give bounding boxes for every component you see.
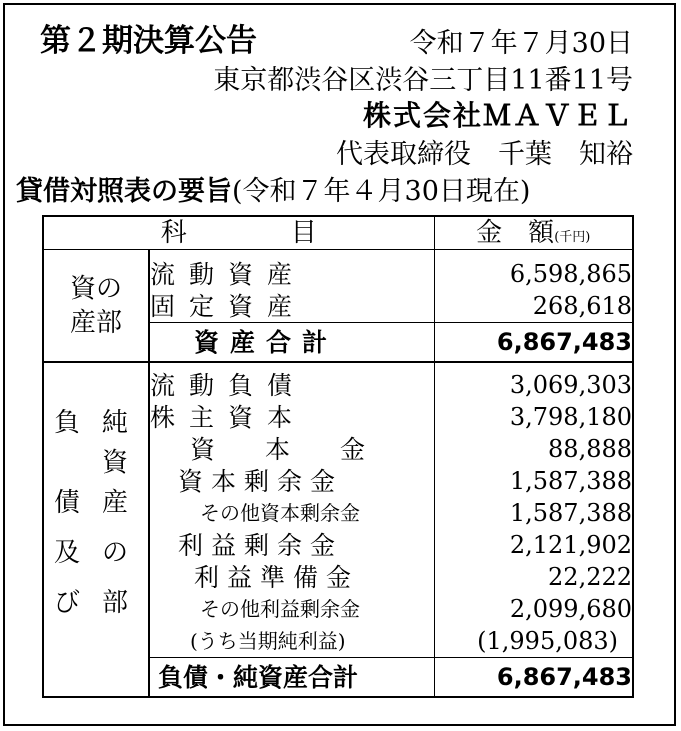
liab-char: 純 [102, 407, 129, 438]
liabilities-total-label: 負債・純資産合計 [149, 658, 434, 698]
liab-char: 資 [102, 447, 129, 478]
row-label: 固定資産 [150, 291, 307, 321]
liab-char: 産 [102, 487, 129, 518]
liab-char: の [102, 537, 129, 568]
company-name: 株式会社ＭＡＶＥＬ [362, 99, 633, 132]
row-label: 株主資本 [150, 402, 307, 432]
row-value: 88,888 [434, 433, 633, 465]
row-label: 流動負債 [150, 370, 307, 400]
representative: 代表取締役 千葉 知裕 [336, 139, 633, 170]
row-value: (1,995,083) [434, 625, 633, 658]
notice-date: 令和７年７月30日 [409, 28, 633, 59]
notice-title: 第２期決算公告 [40, 23, 257, 59]
row-value: 22,222 [434, 561, 633, 593]
statement-period: (令和７年４月30日現在) [232, 176, 531, 207]
row-label: 利益準備金 [194, 562, 360, 592]
row-value: 268,618 [434, 290, 633, 323]
liab-char: 負 [54, 407, 81, 438]
row-value: 2,121,902 [434, 529, 633, 561]
assets-total-label: 資産合計 [149, 323, 434, 363]
row-value: 1,587,388 [434, 497, 633, 529]
table-header-row [43, 216, 633, 250]
statement-title: 貸借対照表の要旨 [16, 176, 232, 207]
liab-char: 及 [54, 537, 81, 568]
header-amount-cell [434, 216, 633, 250]
liabilities-section-label [43, 362, 149, 697]
row-label: その他利益剰余金 [200, 597, 360, 621]
row-value: 6,598,865 [434, 250, 633, 291]
table-row [43, 362, 633, 401]
row-value: 2,099,680 [434, 593, 633, 625]
row-label: その他資本剰余金 [200, 501, 360, 525]
row-label: 資 本 金 [190, 434, 366, 464]
row-value: 3,798,180 [434, 401, 633, 433]
row-label: (うち当期純利益) [190, 629, 346, 653]
row-label: 流動資産 [150, 259, 307, 289]
row-value: 3,069,303 [434, 362, 633, 401]
liab-char: 部 [102, 587, 129, 618]
assets-section-line: 資の [69, 273, 122, 304]
balance-sheet-table [42, 215, 634, 698]
assets-section-label [43, 250, 149, 363]
assets-section-line: 産部 [69, 307, 122, 338]
table-row [43, 250, 633, 291]
assets-total-value: 6,867,483 [434, 323, 633, 363]
liabilities-total-value: 6,867,483 [434, 658, 633, 698]
liab-char: び [54, 587, 81, 618]
row-label: 利益剰余金 [178, 530, 344, 560]
liab-char: 債 [54, 487, 81, 518]
statement-heading [16, 178, 530, 205]
company-address: 東京都渋谷区渋谷三丁目11番11号 [213, 65, 633, 96]
header-unit: (千円) [554, 230, 591, 245]
header-amount: 金 額 [476, 218, 555, 248]
row-label: 資本剰余金 [178, 466, 344, 496]
header-item: 科 目 [43, 216, 434, 250]
row-value: 1,587,388 [434, 465, 633, 497]
